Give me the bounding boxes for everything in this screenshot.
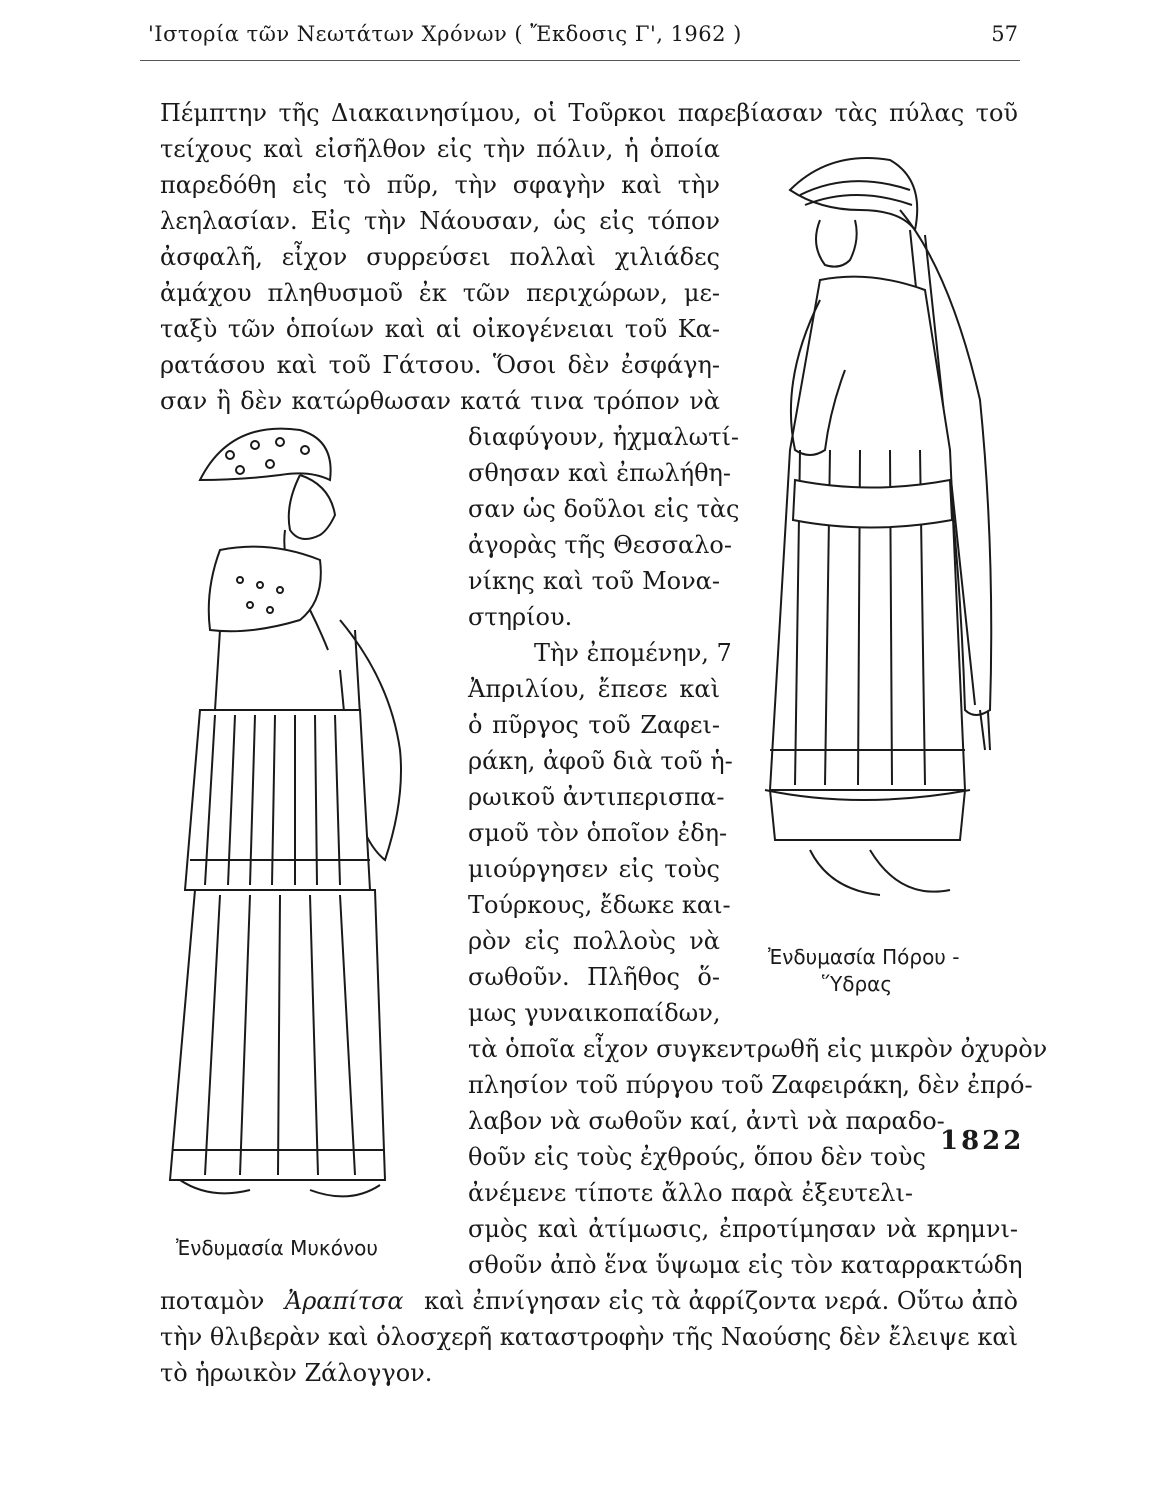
- text-line: τὰ ὁποῖα εἶχον συγκεντρωθῆ εἰς μικρὸν ὀχυρὸν: [468, 1035, 1048, 1063]
- river-name: Ἀραπίτσα: [284, 1287, 404, 1315]
- text-line: σωθοῦν. Πλῆθος ὅ-: [468, 963, 720, 991]
- text-line: θοῦν εἰς τοὺς ἐχθρούς, ὅπου δὲν τοὺς: [468, 1143, 926, 1171]
- text-line: σμοῦ τὸν ὁποῖον ἐδη-: [468, 819, 728, 847]
- text-line: σθοῦν ἀπὸ ἕνα ὕψωμα εἰς τὸν καταρρακτώδη: [468, 1251, 1023, 1279]
- text-line: τὸ ἡρωικὸν Ζάλογγον.: [160, 1359, 433, 1387]
- text-line: ταξὺ τῶν ὁποίων καὶ αἱ οἰκογένειαι τοῦ Κα-: [160, 315, 720, 343]
- text-line: παρεδόθη εἰς τὸ πῦρ, τὴν σφαγὴν καὶ τὴν: [160, 171, 720, 199]
- caption-poros-line2: Ὕδρας: [822, 972, 893, 996]
- header-title: 'Ιστορία τῶν Νεωτάτων Χρόνων ( Ἔκδοσις Γ', 1962 ): [148, 22, 742, 46]
- header-rule: [140, 60, 1020, 61]
- text-line: Ἀπριλίου, ἔπεσε καὶ: [468, 675, 720, 703]
- text-line: ράκη, ἀφοῦ διὰ τοῦ ἡ-: [468, 747, 733, 775]
- caption-poros-line1: Ἐνδυμασία Πόρου -: [768, 945, 960, 969]
- text-line: τείχους καὶ εἰσῆλθον εἰς τὴν πόλιν, ἡ ὁποία: [160, 135, 720, 163]
- poros-hydra-costume-illustration: [750, 150, 1010, 940]
- text-line: σθησαν καὶ ἐπωλήθη-: [468, 459, 732, 487]
- page-number: 57: [991, 22, 1018, 46]
- text-line: Τούρκους, ἔδωκε και-: [468, 891, 731, 919]
- text-line-mixed: [160, 1286, 1018, 1316]
- text-line: νίκης καὶ τοῦ Μονα-: [468, 567, 720, 595]
- text-line: μιούργησεν εἰς τοὺς: [468, 855, 720, 883]
- running-header: [148, 22, 1018, 56]
- text-line: ἀμάχου πληθυσμοῦ ἐκ τῶν περιχώρων, με-: [160, 279, 720, 307]
- mykonos-costume-illustration: [160, 420, 420, 1220]
- text-line: Πέμπτην τῆς Διακαινησίμου, οἱ Τοῦρκοι παρεβίασαν τὰς πύλας τοῦ: [160, 99, 1018, 127]
- text-line: ἀσφαλῆ, εἶχον συρρεύσει πολλαὶ χιλιάδες: [160, 243, 720, 271]
- text-line: ρατάσου καὶ τοῦ Γάτσου. Ὅσοι δὲν ἐσφάγη-: [160, 351, 720, 379]
- text-line: μως γυναικοπαίδων,: [468, 999, 721, 1027]
- text-line: στηρίου.: [468, 603, 573, 631]
- text-line: σαν ὡς δοῦλοι εἰς τὰς: [468, 495, 740, 523]
- text-line: λαβον νὰ σωθοῦν καί, ἀντὶ νὰ παραδο-: [468, 1107, 945, 1135]
- text-line: ὁ πῦργος τοῦ Ζαφει-: [468, 711, 720, 739]
- text-line: διαφύγουν, ἠχμαλωτί-: [468, 423, 739, 451]
- text-line: ρὸν εἰς πολλοὺς νὰ: [468, 927, 720, 955]
- text-line: τὴν θλιβερὰν καὶ ὁλοσχερῆ καταστροφὴν τῆς Ναούσης δὲν ἔλειψε καὶ: [160, 1323, 1018, 1351]
- text-line: ἀγορὰς τῆς Θεσσαλο-: [468, 531, 732, 559]
- text-line: ἀνέμενε τίποτε ἄλλο παρὰ ἐξευτελι-: [468, 1179, 913, 1207]
- text-line: Τὴν ἐπομένην, 7: [534, 639, 732, 667]
- text-fragment: καὶ ἐπνίγησαν εἰς τὰ ἀφρίζοντα νερά. Οὕτω ἀπὸ: [424, 1287, 1018, 1315]
- text-line: σαν ἢ δὲν κατώρθωσαν κατά τινα τρόπον νὰ: [160, 387, 720, 415]
- text-line: λεηλασίαν. Εἰς τὴν Νάουσαν, ὡς εἰς τόπον: [160, 207, 720, 235]
- text-fragment: ποταμὸν: [160, 1287, 265, 1315]
- year-marker: 1822: [940, 1126, 1025, 1156]
- text-line: πλησίον τοῦ πύργου τοῦ Ζαφειράκη, δὲν ἐπρό-: [468, 1071, 1033, 1099]
- caption-mykonos: Ἐνδυμασία Μυκόνου: [176, 1236, 378, 1260]
- text-line: σμὸς καὶ ἀτίμωσις, ἐπροτίμησαν νὰ κρημνι-: [468, 1215, 1018, 1243]
- text-line: ρωικοῦ ἀντιπερισπα-: [468, 783, 725, 811]
